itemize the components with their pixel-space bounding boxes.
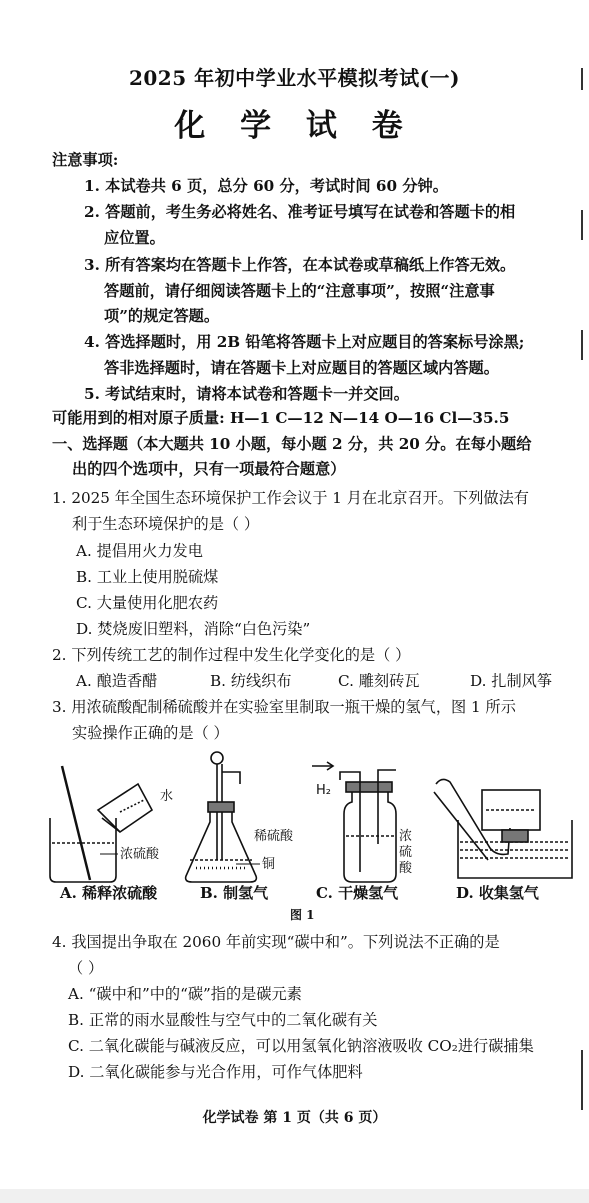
subject-title: 化 学 试 卷: [174, 108, 415, 144]
q2-option: A. 酿造香醋: [76, 672, 158, 690]
q4-stem-cont: （ ）: [68, 959, 104, 977]
section-heading-cont: 出的四个选项中，只有一项最符合题意）: [72, 460, 346, 478]
figure-caption-d: D. 收集氢气: [456, 884, 539, 902]
figure-1: [40, 748, 580, 888]
figure-number: 图 1: [290, 908, 315, 922]
q4-option: D. 二氧化碳能参与光合作用，可作气体肥料: [68, 1063, 363, 1081]
apparatus-illustration: [40, 748, 580, 888]
label-water: 水: [160, 789, 174, 804]
label-dilute-acid: 稀硫酸: [254, 829, 294, 844]
label-h2: H₂: [316, 783, 331, 798]
notice-item-cont: 答题前，请仔细阅读答题卡上的“注意事项”，按照“注意事: [104, 282, 495, 300]
figure-caption-b: B. 制氢气: [200, 884, 269, 902]
notice-item: 4. 答选择题时，用 2B 铅笔将答题卡上对应题目的答案标号涂黑;: [84, 333, 525, 351]
section-heading: 一、选择题（本大题共 10 小题，每小题 2 分，共 20 分。在每小题给: [52, 435, 532, 453]
notice-item-cont: 答非选择题时，请在答题卡上对应题目的答题区域内答题。: [104, 359, 499, 377]
q4-option: B. 正常的雨水显酸性与空气中的二氧化碳有关: [68, 1011, 378, 1029]
label-conc-vertical: 酸: [399, 861, 413, 876]
label-conc-vertical: 浓: [399, 829, 413, 844]
q1-option: C. 大量使用化肥农药: [76, 594, 219, 612]
notice-heading: 注意事项:: [52, 151, 119, 169]
notice-item-cont: 项”的规定答题。: [104, 307, 220, 325]
q4-option: C. 二氧化碳能与碱液反应，可以用氢氧化钠溶液吸收 CO₂进行碳捕集: [68, 1037, 534, 1055]
beaker-dilution-apparatus: [50, 766, 152, 882]
figure-caption-a: A. 稀释浓硫酸: [60, 884, 158, 902]
notice-item: 2. 答题前，考生务必将姓名、准考证号填写在试卷和答题卡的相: [84, 203, 516, 221]
page-edge-mark: [581, 1050, 583, 1110]
q2-option: C. 雕刻砖瓦: [338, 672, 420, 690]
page-edge-mark: [581, 330, 583, 360]
bottom-bar: [0, 1189, 589, 1203]
exam-title: 2025 年初中学业水平模拟考试(一): [128, 66, 461, 90]
notice-item: 5. 考试结束时，请将本试卷和答题卡一并交回。: [84, 385, 409, 403]
q2-stem: 2. 下列传统工艺的制作过程中发生化学变化的是（ ）: [52, 646, 411, 664]
q1-stem-cont: 利于生态环境保护的是（ ）: [72, 515, 260, 533]
q1-option: D. 焚烧废旧塑料，消除“白色污染”: [76, 620, 311, 638]
label-conc-vertical: 硫: [399, 845, 413, 860]
notice-item: 1. 本试卷共 6 页，总分 60 分，考试时间 60 分钟。: [84, 177, 448, 195]
notice-item-cont: 应位置。: [104, 229, 165, 247]
page-edge-mark: [581, 210, 583, 240]
notice-item: 3. 所有答案均在答题卡上作答，在本试卷或草稿纸上作答无效。: [84, 256, 516, 274]
q1-option: A. 提倡用火力发电: [76, 542, 203, 560]
label-conc-acid: 浓硫酸: [120, 847, 160, 862]
q3-stem-cont: 实验操作正确的是（ ）: [72, 724, 229, 742]
q1-stem: 1. 2025 年全国生态环境保护工作会议于 1 月在北京召开。下列做法有: [52, 489, 529, 507]
q3-stem: 3. 用浓硫酸配制稀硫酸并在实验室里制取一瓶干燥的氢气，图 1 所示: [52, 698, 516, 716]
gas-collection-apparatus: [434, 779, 572, 878]
page-footer: 化学试卷 第 1 页（共 6 页）: [202, 1110, 387, 1126]
atomic-masses: 可能用到的相对原子质量: H—1 C—12 N—14 O—16 Cl—35.5: [52, 409, 510, 427]
q2-option: D. 扎制风筝: [470, 672, 553, 690]
q4-stem: 4. 我国提出争取在 2060 年前实现“碳中和”。下列说法不正确的是: [52, 933, 500, 951]
gas-drying-bottle-apparatus: [312, 762, 396, 882]
q4-option: A. “碳中和”中的“碳”指的是碳元素: [68, 985, 302, 1003]
hydrogen-generator-apparatus: [186, 752, 257, 882]
figure-caption-c: C. 干燥氢气: [316, 884, 399, 902]
label-copper: 铜: [262, 857, 276, 872]
q1-option: B. 工业上使用脱硫煤: [76, 568, 219, 586]
q2-option: B. 纺线织布: [210, 672, 292, 690]
